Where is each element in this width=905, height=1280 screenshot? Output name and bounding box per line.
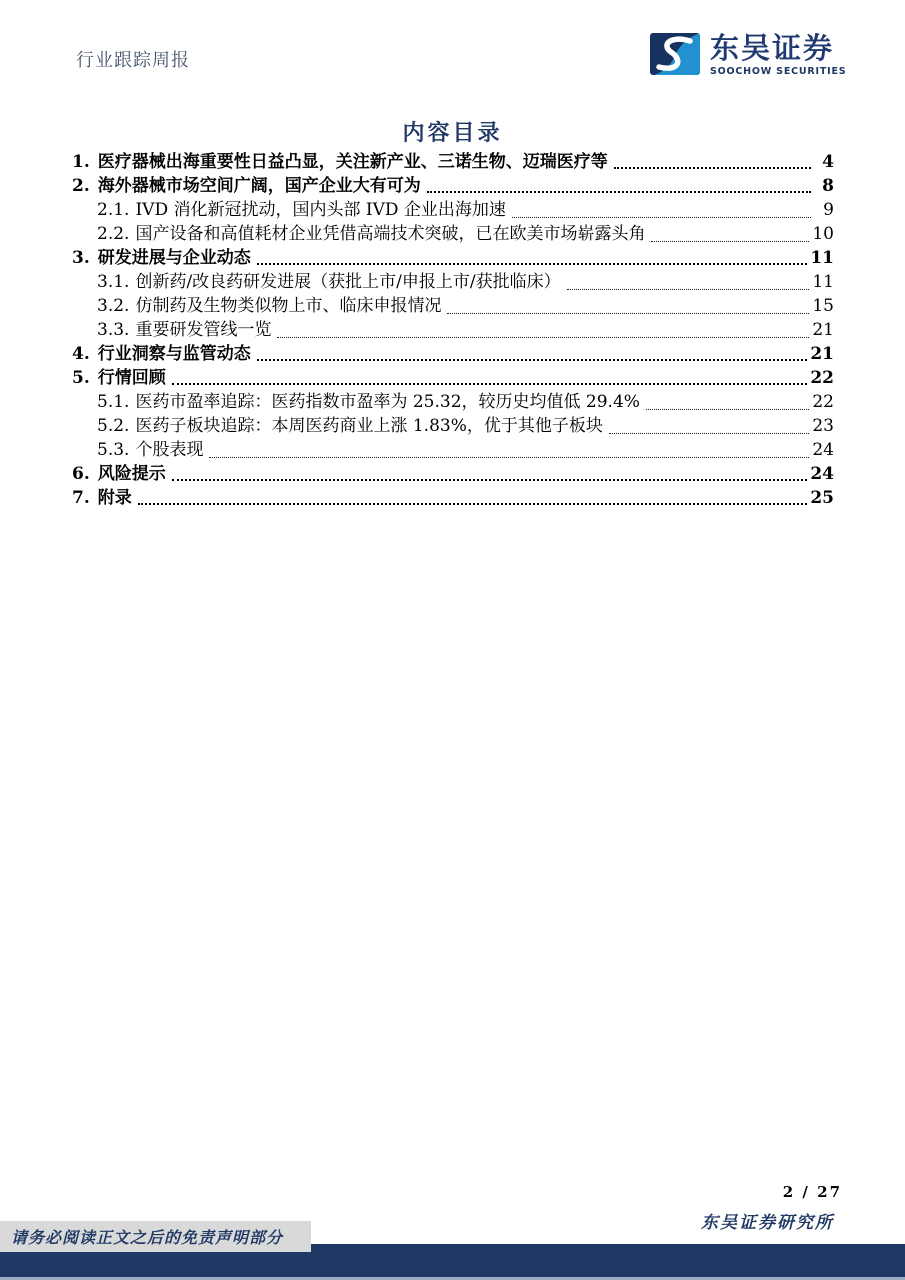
toc-leader-dots	[277, 337, 809, 338]
toc-entry[interactable]	[72, 365, 834, 389]
toc-entry-label: 3.3.	[97, 320, 130, 340]
toc-entry-page: 25	[810, 488, 834, 508]
toc-entry-page: 9	[823, 200, 834, 220]
toc-entry[interactable]	[72, 197, 834, 221]
toc-entry[interactable]	[72, 293, 834, 317]
toc-leader-dots	[257, 359, 808, 361]
toc-entry-page: 4	[822, 152, 834, 172]
toc-entry-label: 5.	[72, 368, 90, 388]
soochow-logo-icon	[650, 33, 700, 75]
brand-text	[710, 33, 846, 77]
toc-entry[interactable]	[72, 221, 834, 245]
toc-entry-text: 风险提示	[97, 464, 166, 484]
toc-entry-label: 4.	[72, 344, 90, 364]
toc-entry-text: 研发进展与企业动态	[97, 248, 251, 268]
toc-leader-dots	[447, 313, 809, 314]
toc-entry[interactable]	[72, 317, 834, 341]
toc-leader-dots	[512, 217, 811, 218]
toc-entry[interactable]	[72, 389, 834, 413]
toc-entry-page: 11	[810, 248, 834, 268]
toc-entry-page: 22	[812, 392, 834, 412]
toc-entry-page: 24	[810, 464, 834, 484]
toc-entry-label: 3.1.	[97, 272, 130, 292]
toc-leader-dots	[614, 167, 811, 169]
brand-block	[650, 33, 846, 77]
toc-entry-text: 行情回顾	[97, 368, 166, 388]
toc-entry-text: 行业洞察与监管动态	[97, 344, 251, 364]
toc-entry-text: 创新药/改良药研发进展（获批上市/申报上市/获批临床）	[135, 272, 561, 292]
toc-entry-page: 11	[812, 272, 834, 292]
toc-entry[interactable]	[72, 269, 834, 293]
toc-leader-dots	[651, 241, 809, 242]
toc-entry[interactable]	[72, 485, 834, 509]
toc-leader-dots	[427, 191, 811, 193]
toc-entry-page: 8	[822, 176, 834, 196]
toc-entry-text: 医药市盈率追踪：医药指数市盈率为 25.32，较历史均值低 29.4%	[135, 392, 640, 412]
research-institute-label: 东吴证券研究所	[701, 1213, 834, 1233]
toc-entry-text: 医药子板块追踪：本周医药商业上涨 1.83%，优于其他子板块	[135, 416, 603, 436]
brand-name-en: SOOCHOW SECURITIES	[710, 66, 847, 77]
toc-leader-dots	[172, 479, 808, 481]
toc-entry-text: 仿制药及生物类似物上市、临床申报情况	[135, 296, 442, 316]
toc-entry[interactable]	[72, 173, 834, 197]
toc-entry-page: 21	[812, 320, 834, 340]
toc-entry-text: 重要研发管线一览	[135, 320, 272, 340]
report-type-label: 行业跟踪周报	[76, 50, 190, 71]
toc-entry-label: 7.	[72, 488, 90, 508]
toc-entry[interactable]	[72, 413, 834, 437]
toc-entry-label: 3.2.	[97, 296, 130, 316]
toc-leader-dots	[609, 433, 809, 434]
disclaimer-box	[0, 1221, 311, 1252]
toc-entry-label: 5.3.	[97, 440, 130, 460]
toc-leader-dots	[172, 383, 808, 385]
page-number-indicator: 2 / 27	[782, 1183, 842, 1201]
toc-entry-page: 15	[812, 296, 834, 316]
toc-entry-text: 医疗器械出海重要性日益凸显，关注新产业、三诺生物、迈瑞医疗等	[97, 152, 608, 172]
toc-entry-label: 1.	[72, 152, 90, 172]
toc-entry-page: 22	[810, 368, 834, 388]
toc-entry-page: 10	[812, 224, 834, 244]
toc-entry-label: 5.2.	[97, 416, 130, 436]
toc-list	[72, 149, 834, 509]
disclaimer-text: 请务必阅读正文之后的免责声明部分	[11, 1228, 284, 1247]
toc-title: 内容目录	[402, 120, 503, 146]
toc-entry[interactable]	[72, 341, 834, 365]
toc-entry[interactable]	[72, 245, 834, 269]
brand-name-cn: 东吴证券	[710, 31, 835, 65]
toc-leader-dots	[567, 289, 810, 290]
toc-entry-text: 海外器械市场空间广阔，国产企业大有可为	[97, 176, 421, 196]
toc-leader-dots	[646, 409, 809, 410]
toc-entry-text: 附录	[97, 488, 132, 508]
toc-entry-label: 2.	[72, 176, 90, 196]
toc-leader-dots	[138, 503, 808, 505]
toc-entry[interactable]	[72, 461, 834, 485]
toc-entry-label: 3.	[72, 248, 90, 268]
toc-leader-dots	[257, 263, 808, 265]
toc-entry-label: 6.	[72, 464, 90, 484]
toc-entry[interactable]	[72, 149, 834, 173]
toc-leader-dots	[209, 457, 809, 458]
toc-entry-page: 21	[810, 344, 834, 364]
toc-entry-label: 2.2.	[97, 224, 130, 244]
toc-entry-text: 国产设备和高值耗材企业凭借高端技术突破，已在欧美市场崭露头角	[135, 224, 646, 244]
toc-entry-text: IVD 消化新冠扰动，国内头部 IVD 企业出海加速	[135, 200, 506, 220]
toc-entry-page: 23	[812, 416, 834, 436]
toc-entry-label: 5.1.	[97, 392, 130, 412]
toc-entry-page: 24	[812, 440, 834, 460]
toc-entry-text: 个股表现	[135, 440, 204, 460]
toc-entry[interactable]	[72, 437, 834, 461]
toc-entry-label: 2.1.	[97, 200, 130, 220]
